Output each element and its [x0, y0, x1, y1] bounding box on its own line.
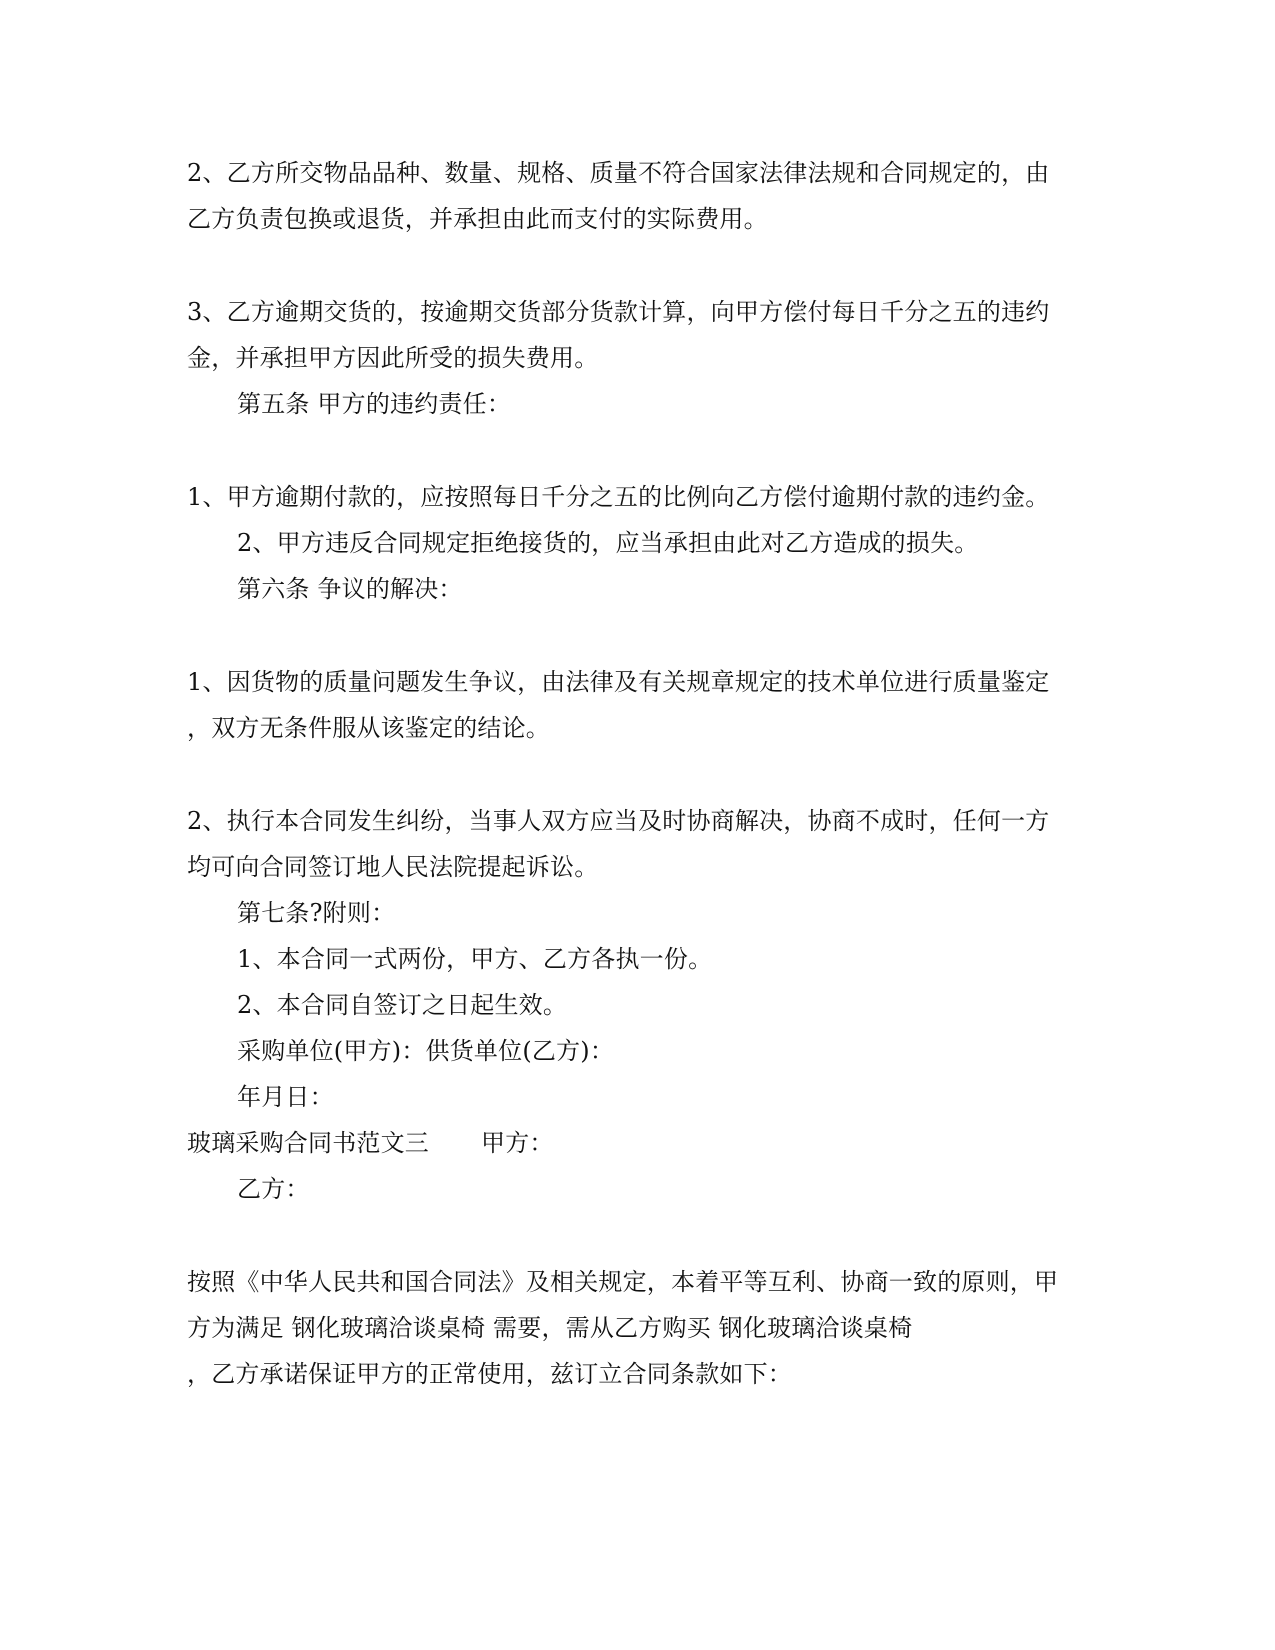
preamble-line-1: 按照《中华人民共和国合同法》及相关规定，本着平等互利、协商一致的原则，甲: [187, 1268, 1059, 1296]
signature-parties: 采购单位(甲方)：供货单位(乙方)：: [237, 1037, 615, 1065]
clause-5-heading: 第五条 甲方的违约责任：: [237, 390, 512, 418]
clause-7-heading: 第七条?附则：: [237, 899, 396, 927]
clause-4-item-3-line-2: 金，并承担甲方因此所受的损失费用。: [187, 344, 599, 372]
clause-6-item-2-line-2: 均可向合同签订地人民法院提起诉讼。: [187, 853, 599, 881]
party-b-label: 乙方：: [237, 1175, 310, 1203]
clause-7-item-1: 1、本合同一式两份，甲方、乙方各执一份。: [237, 945, 713, 973]
section-title-line: [187, 1127, 554, 1159]
clause-6-item-1-line-2: ，双方无条件服从该鉴定的结论。: [187, 714, 550, 742]
preamble-line-3: ，乙方承诺保证甲方的正常使用，兹订立合同条款如下：: [187, 1360, 792, 1388]
party-a-label: 甲方：: [481, 1129, 554, 1157]
clause-4-item-2-line-2: 乙方负责包换或退货，并承担由此而支付的实际费用。: [187, 205, 768, 233]
clause-5-item-1: 1、甲方逾期付款的，应按照每日千分之五的比例向乙方偿付逾期付款的违约金。: [187, 483, 1050, 511]
clause-6-item-1-line-1: 1、因货物的质量问题发生争议，由法律及有关规章规定的技术单位进行质量鉴定: [187, 668, 1050, 696]
clause-6-heading: 第六条 争议的解决：: [237, 575, 463, 603]
clause-4-item-3-line-1: 3、乙方逾期交货的，按逾期交货部分货款计算，向甲方偿付每日千分之五的违约: [187, 298, 1050, 326]
section-title: 玻璃采购合同书范文三: [187, 1129, 429, 1157]
signature-date: 年月日：: [237, 1083, 334, 1111]
clause-6-item-2-line-1: 2、执行本合同发生纠纷，当事人双方应当及时协商解决，协商不成时，任何一方: [187, 807, 1050, 835]
clause-4-item-2-line-1: 2、乙方所交物品品种、数量、规格、质量不符合国家法律法规和合同规定的，由: [187, 159, 1050, 187]
preamble-line-2: 方为满足 钢化玻璃洽谈桌椅 需要，需从乙方购买 钢化玻璃洽谈桌椅: [187, 1314, 913, 1342]
clause-7-item-2: 2、本合同自签订之日起生效。: [237, 991, 568, 1019]
clause-5-item-2: 2、甲方违反合同规定拒绝接货的，应当承担由此对乙方造成的损失。: [237, 529, 979, 557]
